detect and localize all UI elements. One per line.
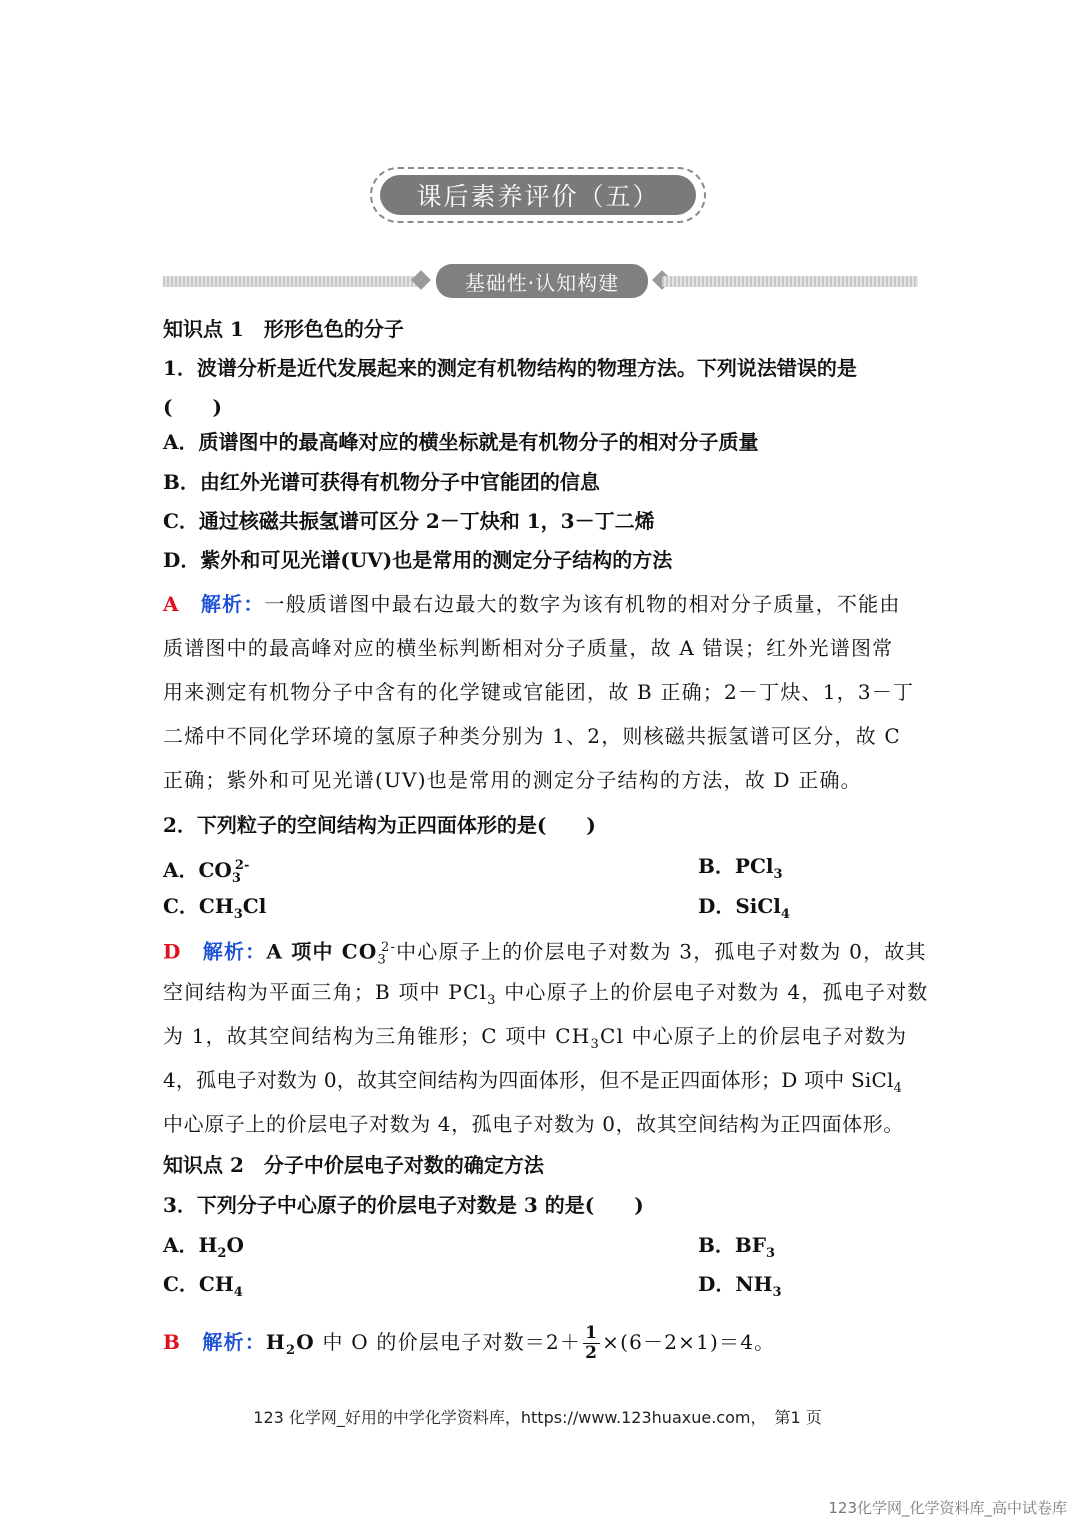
question-stem: 3．下列分子中心原子的价层电子对数是 3 的是( )	[163, 1193, 644, 1217]
option-d: D．$NH_3$	[698, 1272, 782, 1300]
page-footer: 123 化学网_好用的中学化学资料库，https://www.123huaxue.com， 第1 页	[253, 1408, 822, 1427]
analysis-label: 解析：	[200, 592, 265, 616]
analysis-line: 二烯中不同化学环境的氢原子种类分别为 1、2，则核磁共振氢谱可区分，故 C	[163, 724, 901, 748]
analysis-line: 用来测定有机物分子中含有的化学键或官能团，故 B 正确；2－丁炔、1，3－丁	[163, 680, 915, 704]
answer-letter: B	[163, 1330, 182, 1354]
option-c: C．通过核磁共振氢谱可区分 2－丁炔和 1，3－丁二烯	[163, 509, 655, 533]
option-a: A．$H_2O$	[163, 1233, 244, 1261]
analysis-line: 正确；紫外和可见光谱(UV)也是常用的测定分子结构的方法，故 D 正确。	[163, 768, 862, 792]
analysis-line: 质谱图中的最高峰对应的横坐标判断相对分子质量，故 A 错误；红外光谱图常	[163, 636, 894, 660]
watermark: 123化学网_化学资料库_高中试卷库	[828, 1499, 1067, 1517]
analysis-line: 4，孤电子对数为 0，故其空间结构为四面体形，但不是正四面体形；D 项中 SiCl$_4$	[163, 1068, 903, 1096]
page-title: 课后素养评价（五）	[380, 175, 696, 215]
knowledge-point-heading: 知识点 2 分子中价层电子对数的确定方法	[163, 1153, 544, 1177]
analysis-label: 解析：	[202, 1330, 266, 1354]
analysis-label: 解析：	[202, 939, 267, 964]
banner-rule-right	[662, 276, 918, 287]
option-b: B．$BF_3$	[698, 1233, 776, 1261]
option-row	[163, 853, 923, 892]
analysis-line: 空间结构为平面三角；B 项中 PCl$_3$ 中心原子上的价层电子对数为 4，孤电子对数	[163, 980, 929, 1008]
analysis-line	[163, 591, 901, 617]
question-stem: 2．下列粒子的空间结构为正四面体形的是( )	[163, 813, 596, 837]
analysis-line: B 解析：$H_2O$ 中 O 的价层电子对数＝2＋ $\frac{1}{2}$ ×(6－2×1)＝4。	[163, 1323, 776, 1363]
option-c: C．$CH_4$	[163, 1272, 243, 1300]
title-badge	[370, 167, 706, 223]
option-d: D．紫外和可见光谱(UV)也是常用的测定分子结构的方法	[163, 548, 673, 572]
analysis-line: 为 1，故其空间结构为三角锥形；C 项中 $CH_3Cl$ 中心原子上的价层电子对数为	[163, 1024, 908, 1052]
fraction: $\frac{1}{2}$	[585, 1323, 599, 1363]
answer-parens: ( )	[163, 395, 222, 419]
option-row	[163, 1271, 923, 1306]
banner-rule-left	[163, 276, 425, 287]
question-stem: 1．波谱分析是近代发展起来的测定有机物结构的物理方法。下列说法错误的是	[163, 356, 857, 380]
knowledge-point-heading: 知识点 1 形形色色的分子	[163, 317, 404, 341]
analysis-text: 一般质谱图中最右边最大的数字为该有机物的相对分子质量，不能由	[264, 592, 901, 616]
answer-letter: A	[163, 592, 180, 616]
option-c: C．$CH_3Cl$	[163, 894, 267, 922]
answer-letter: D	[163, 939, 182, 964]
option-row	[163, 1232, 923, 1267]
analysis-line: D 解析：A 项中 $CO_3^{2-}$中心原子上的价层电子对数为 3，孤电子对数为 0，故其	[163, 939, 927, 968]
option-b: B．PCl$_3$	[698, 854, 783, 882]
section-banner: 基础性·认知构建	[436, 264, 648, 298]
option-d: D．SiCl$_4$	[698, 894, 790, 922]
option-a: A．质谱图中的最高峰对应的横坐标就是有机物分子的相对分子质量	[163, 430, 759, 454]
option-a: A．$CO_3^{2-}$	[163, 857, 250, 886]
option-b: B．由红外光谱可获得有机物分子中官能团的信息	[163, 470, 600, 494]
option-row	[163, 893, 923, 928]
analysis-line: 中心原子上的价层电子对数为 4，孤电子对数为 0，故其空间结构为正四面体形。	[163, 1112, 904, 1136]
